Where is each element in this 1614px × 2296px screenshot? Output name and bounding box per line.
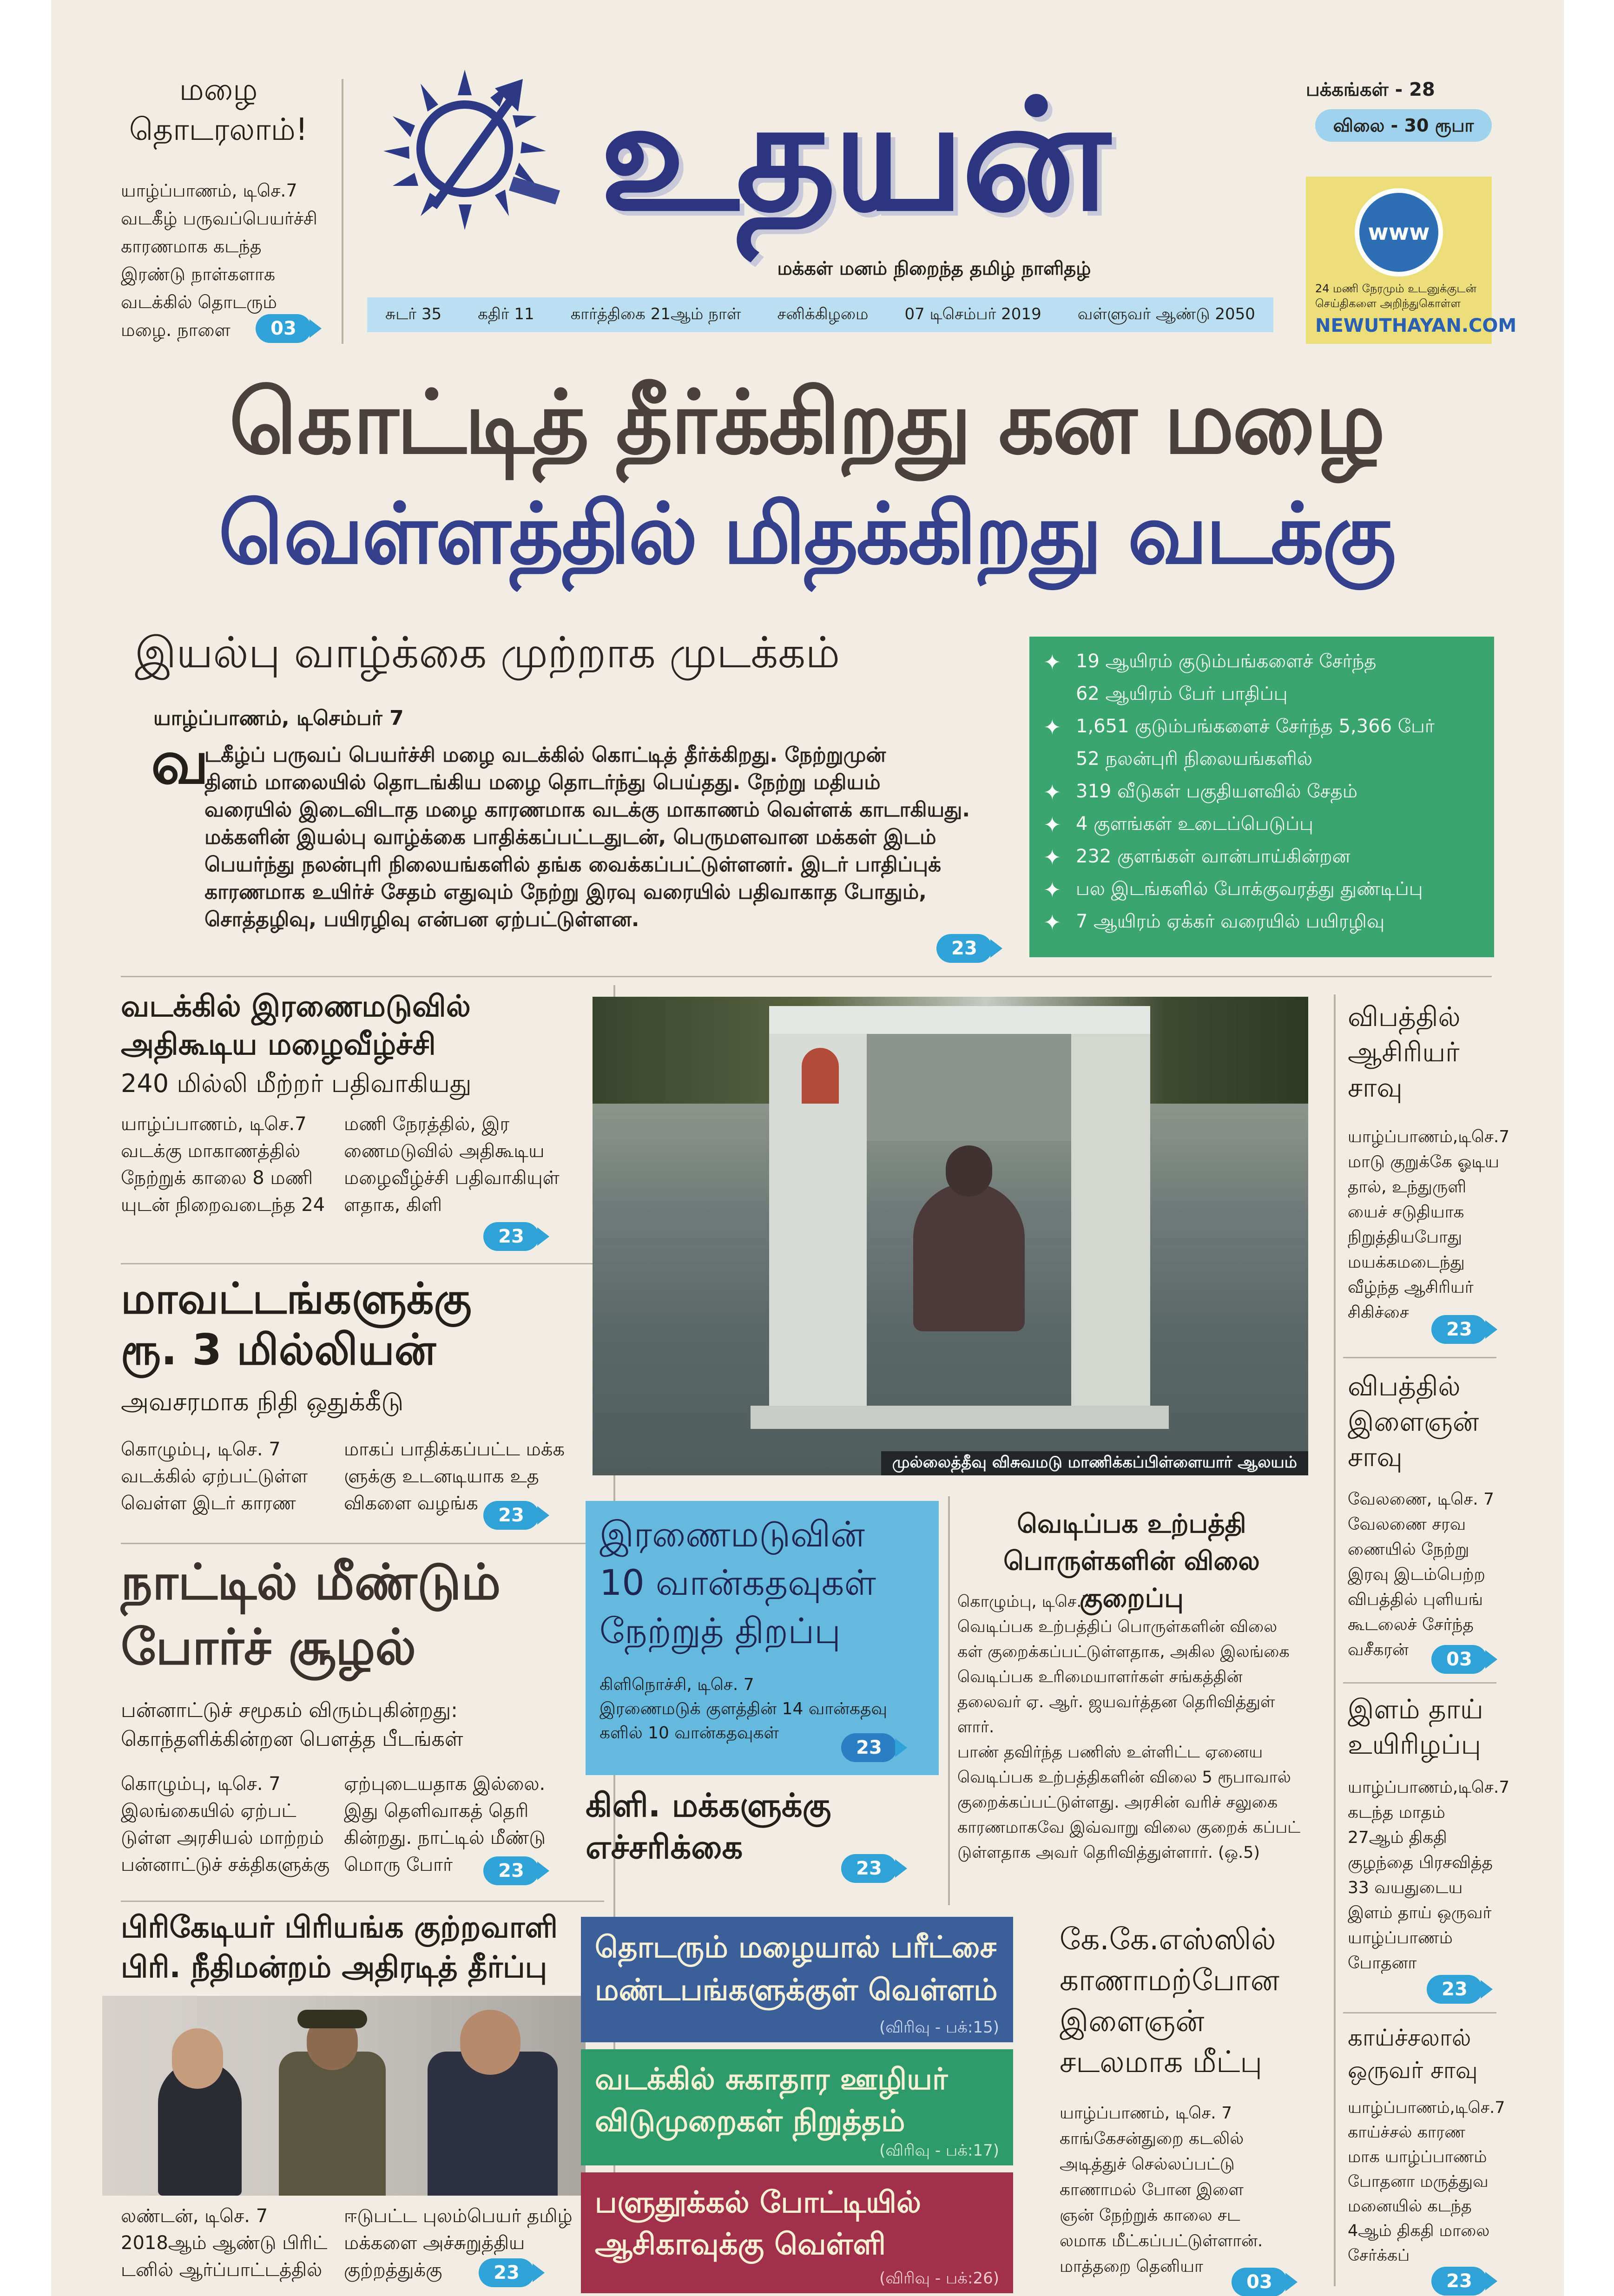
brigadier-photo xyxy=(102,1996,586,2196)
brigadier-page-ref[interactable]: 23 xyxy=(479,2258,534,2287)
star-icon: ✦ xyxy=(1043,812,1061,837)
web-promo[interactable] xyxy=(1306,177,1517,344)
youth-headline: விபத்தில் இளைஞன் சாவு xyxy=(1348,1370,1479,1473)
sluice-headline: இரணைமடுவின் 10 வான்கதவுகள் நேற்றுத் திறப்பு xyxy=(599,1513,876,1651)
web-tagline: 24 மணி நேரமும் உடனுக்குடன் செய்திகளை அறிந்துகொள்ள xyxy=(1315,282,1476,310)
youth-body: வேலணை, டிசெ. 7 வேலணை சரவ ணையில் நேற்று இரவு இடம்பெற்ற விபத்தில் புளியங் கூடலைச் சேர்ந்த வசீகரன் xyxy=(1348,1490,1495,1659)
rain-story-col1: யாழ்ப்பாணம், டிசெ.7 வடக்கு மாகாணத்தில் நேற்றுக் காலை 8 மணி யுடன் நிறைவடைந்த 24 xyxy=(121,1113,325,1216)
war-headline: நாட்டில் மீண்டும் போர்ச் சூழல் xyxy=(121,1553,501,1676)
teacher-body: யாழ்ப்பாணம்,டிசெ.7 மாடு குறுக்கே ஓடிய தால், உந்துருளி யைச் சடுதியாக நிறுத்தியபோது மயக்கமடைந்து வீழ்ந்த ஆசிரியர் சிகிச்சை xyxy=(1348,1127,1510,1322)
fact-item: ✦ 4 குளங்கள் உடைப்பெடுப்பு xyxy=(1043,812,1313,837)
star-icon: ✦ xyxy=(1043,877,1061,902)
sluice-box xyxy=(586,1501,939,1775)
date-bar-year: வள்ளுவர் ஆண்டு 2050 xyxy=(1077,304,1255,323)
fact-item: ✦ 319 வீடுகள் பகுதியளவில் சேதம் xyxy=(1043,780,1357,805)
promo-headline: தொடரும் மழையால் பரீட்சை மண்டபங்களுக்குள் வெள்ளம் xyxy=(595,1930,998,2007)
photo-caption: முல்லைத்தீவு விசுவமடு மாணிக்கப்பிள்ளையார் ஆலயம் xyxy=(881,1451,1308,1475)
weather-headline: மழை தொடரலாம்! xyxy=(129,72,308,147)
fact-item: ✦ பல இடங்களில் போக்குவரத்து துண்டிப்பு xyxy=(1043,877,1423,902)
star-icon: ✦ xyxy=(1043,845,1061,870)
brigadier-headline: பிரிகேடியர் பிரியங்க குற்றவாளி பிரி. நீதிமன்றம் அதிரடித் தீர்ப்பு xyxy=(121,1910,558,1985)
districts-page-ref[interactable]: 23 xyxy=(483,1501,539,1530)
fever-headline: காய்ச்சலால் ஒருவர் சாவு xyxy=(1348,2024,1478,2084)
mother-body: யாழ்ப்பாணம்,டிசெ.7 கடந்த மாதம் 27ஆம் திகதி குழந்தை பிரசவித்த 33 வயதுடைய இளம் தாய் ஒருவர் யாழ்ப்பாணம் போதனா xyxy=(1348,1778,1510,1973)
promo-headline: பளுதூக்கல் போட்டியில் ஆசிகாவுக்கு வெள்ளி xyxy=(595,2185,922,2262)
fact-box xyxy=(1029,637,1494,957)
promo-weightlifting[interactable] xyxy=(581,2172,1013,2293)
rain-story-col2: மணி நேரத்தில், இர ணைமடுவில் அதிகூடிய மழைவீழ்ச்சி பதிவாகியுள் ளதாக, கிளி xyxy=(344,1113,560,1216)
promo-ref: (விரிவு - பக்:17) xyxy=(879,2141,999,2160)
star-icon: ✦ xyxy=(1043,650,1061,675)
date-bar-date: 07 டிசெம்பர் 2019 xyxy=(904,304,1041,323)
brigadier-col1: லண்டன், டிசெ. 7 2018ஆம் ஆண்டு பிரிட் டனில் ஆர்ப்பாட்டத்தில் xyxy=(121,2205,328,2281)
kks-body: யாழ்ப்பாணம், டிசெ. 7 காங்கேசன்துறை கடலில் அடித்துச் செல்லப்பட்டு காணாமல் போன இளை ஞன் நேற்றுக் காலை சட லமாக மீட்கப்பட்டுள்ளான். மாத்தறை தெனியா xyxy=(1060,2104,1263,2276)
fact-item: ✦ 1,651 குடும்பங்களைச் சேர்ந்த 5,366 பேர் xyxy=(1043,715,1435,740)
kks-page-ref[interactable]: 03 xyxy=(1232,2268,1287,2296)
masthead-divider xyxy=(342,79,343,344)
newspaper-page xyxy=(51,0,1564,2296)
lead-dateline: யாழ்ப்பாணம், டிசெம்பர் 7 xyxy=(153,706,404,730)
fact-item: ✦ 19 ஆயிரம் குடும்பங்களைச் சேர்ந்த xyxy=(1043,650,1377,675)
war-subhead: பன்னாட்டுச் சமூகம் விரும்புகின்றது: கொந்தளிக்கின்றன பௌத்த பீடங்கள் xyxy=(121,1698,463,1751)
price-badge: விலை - 30 ரூபா xyxy=(1315,109,1492,142)
lead-headline-1: கொட்டித் தீர்க்கிறது கன மழை xyxy=(229,372,1383,474)
fact-item: 62 ஆயிரம் பேர் பாதிப்பு xyxy=(1076,683,1288,704)
mother-headline: இளம் தாய் உயிரிழப்பு xyxy=(1348,1693,1483,1760)
explosives-body: கொழும்பு, டிசெ.7 வெடிப்பக உற்பத்திப் பொருள்களின் விலை கள் குறைக்கப்பட்டுள்ளதாக, அகில இலங்கை வெடிப்பக உரிமையாளர்கள் சங்கத்தின் தலைவர் ஏ. ஆர். ஜயவர்த்தன தெரிவித்துள் ளார். பாண் தவிர்ந்த பணிஸ் உள்ளிட்ட ஏனைய வெடிப்பக உற்பத்திகளின் விலை 5 ரூபாவால் குறைக்கப்பட்டுள்ளது. அரசின் வரிச் சலுகை காரணமாகவே இவ்வாறு விலை குறைக் கப்பட் டுள்ளதாக அவர் தெரிவித்துள்ளார். (ஒ.5) xyxy=(957,1592,1301,1862)
lead-body: டகீழ்ப் பருவப் பெயர்ச்சி மழை வடக்கில் கொட்டித் தீர்க்கிறது. நேற்றுமுன் தினம் மாலையில் தொடங்கிய மழை தொடர்ந்து பெய்தது. நேற்று மதியம் வரையில் இடைவிடாத மழை காரணமாக வடக்கு மாகாணம் வெள்ளக் காடாகியது. மக்களின் இயல்பு வாழ்க்கை பாதிக்கப்பட்டதுடன், பெருமளவான மக்கள் இடம் பெயர்ந்து நலன்புரி நிலையங்களில் தங்க வைக்கப்பட்டுள்ளனர். இடர் பாதிப்புக் காரணமாக உயிர்ச் சேதம் எதுவும் நேற்று இரவு வரையில் பதிவாகாத போதும், சொத்தழிவு, பயிரழிவு என்பன ஏற்பட்டுள்ளன. xyxy=(204,743,970,931)
promo-health-workers[interactable] xyxy=(581,2049,1013,2165)
mother-page-ref[interactable]: 23 xyxy=(1427,1975,1482,2004)
teacher-page-ref[interactable]: 23 xyxy=(1431,1315,1487,1344)
lead-subhead: இயல்பு வாழ்க்கை முற்றாக முடக்கம் xyxy=(135,628,840,678)
date-bar-weekday: சனிக்கிழமை xyxy=(777,304,869,323)
districts-col2: மாகப் பாதிக்கப்பட்ட மக்க ளுக்கு உடனடியாக உத விகளை வழங்க xyxy=(344,1439,565,1514)
date-bar-volume: சுடர் 35 xyxy=(385,304,442,323)
sluice-body: கிளிநொச்சி, டிசெ. 7 இரணைமடுக் குளத்தின் 14 வான்கதவு களில் 10 வான்கதவுகள் xyxy=(599,1675,887,1743)
pages-count: பக்கங்கள் - 28 xyxy=(1306,79,1435,100)
teacher-headline: விபத்தில் ஆசிரியர் சாவு xyxy=(1348,1001,1461,1103)
fact-item: 52 நலன்புரி நிலையங்களில் xyxy=(1076,748,1313,770)
kks-headline: கே.கே.எஸ்ஸில் காணாமற்போன இளைஞன் சடலமாக மீட்பு xyxy=(1060,1922,1279,2079)
date-bar xyxy=(367,297,1273,332)
explosives-headline: வெடிப்பக உற்பத்தி பொருள்களின் விலை குறைப்பு xyxy=(1003,1509,1260,1613)
fact-item: ✦ 232 குளங்கள் வான்பாய்கின்றன xyxy=(1043,845,1350,870)
star-icon: ✦ xyxy=(1043,715,1061,740)
globe-icon: www xyxy=(1355,188,1443,276)
rain-story-subhead: 240 மில்லி மீற்றர் பதிவாகியது xyxy=(121,1069,472,1098)
masthead-title: உதயன் xyxy=(599,66,1108,245)
lead-page-ref[interactable]: 23 xyxy=(936,934,992,963)
brigadier-col2: ஈடுபட்ட புலம்பெயர் தமிழ் மக்களை அச்சுறுத்திய குற்றத்துக்கு xyxy=(344,2205,573,2281)
kili-page-ref[interactable]: 23 xyxy=(841,1854,897,1883)
rain-story-headline: வடக்கில் இரணைமடுவில் அதிகூடிய மழைவீழ்ச்சி xyxy=(121,989,471,1062)
youth-page-ref[interactable]: 03 xyxy=(1431,1645,1487,1674)
website-link[interactable]: NEWUTHAYAN.COM xyxy=(1315,315,1517,336)
war-col1: கொழும்பு, டிசெ. 7 இலங்கையில் ஏற்பட் டுள்ள அரசியல் மாற்றம் பன்னாட்டுச் சக்திகளுக்கு xyxy=(121,1773,330,1875)
promo-ref: (விரிவு - பக்:26) xyxy=(879,2269,999,2288)
promo-exam-halls[interactable] xyxy=(581,1917,1013,2042)
star-icon: ✦ xyxy=(1043,780,1061,805)
kili-headline: கிளி. மக்களுக்கு எச்சரிக்கை xyxy=(586,1786,831,1866)
fever-page-ref[interactable]: 23 xyxy=(1431,2267,1487,2296)
districts-subhead: அவசரமாக நிதி ஒதுக்கீடு xyxy=(121,1387,404,1416)
districts-headline: மாவட்டங்களுக்கு ரூ. 3 மில்லியன் xyxy=(121,1274,472,1375)
masthead-tagline: மக்கள் மனம் நிறைந்த தமிழ் நாளிதழ் xyxy=(777,258,1091,279)
fever-body: யாழ்ப்பாணம்,டிசெ.7 காய்ச்சல் காரண மாக யாழ்ப்பாணம் போதனா மருத்துவ மனையில் கடந்த 4ஆம் திகதி மாலை சேர்க்கப் xyxy=(1348,2099,1505,2265)
sluice-page-ref[interactable]: 23 xyxy=(841,1733,897,1762)
lead-headline-2: வெள்ளத்தில் மிதக்கிறது வடக்கு xyxy=(218,486,1394,583)
star-icon: ✦ xyxy=(1043,910,1061,935)
rain-story-page-ref[interactable]: 23 xyxy=(483,1222,539,1251)
sun-logo-icon xyxy=(356,51,616,251)
date-bar-issue: கதிர் 11 xyxy=(478,304,534,323)
weather-body: யாழ்ப்பாணம், டிசெ.7 வடகீழ் பருவப்பெயர்ச்சி காரணமாக கடந்த இரண்டு நாள்களாக வடக்கில் தொடரும் மழை. நாளை xyxy=(121,180,317,340)
weather-page-ref[interactable]: 03 xyxy=(256,314,311,343)
fact-item: ✦ 7 ஆயிரம் ஏக்கர் வரையில் பயிரழிவு xyxy=(1043,910,1385,935)
lead-dropcap: வ xyxy=(151,727,209,797)
promo-headline: வடக்கில் சுகாதார ஊழியர் விடுமுறைகள் நிறுத்தம் xyxy=(595,2062,948,2138)
temple-flood-photo xyxy=(593,997,1308,1475)
promo-ref: (விரிவு - பக்:15) xyxy=(879,2018,999,2037)
war-col2: ஏற்புடையதாக இல்லை. இது தெளிவாகத் தெரி கின்றது. நாட்டில் மீண்டு மொரு போர் xyxy=(344,1773,546,1875)
date-bar-tamil-date: கார்த்திகை 21ஆம் நாள் xyxy=(570,304,741,323)
war-page-ref[interactable]: 23 xyxy=(483,1856,539,1885)
districts-col1: கொழும்பு, டிசெ. 7 வடக்கில் ஏற்பட்டுள்ள வெள்ள இடர் காரண xyxy=(121,1439,308,1514)
